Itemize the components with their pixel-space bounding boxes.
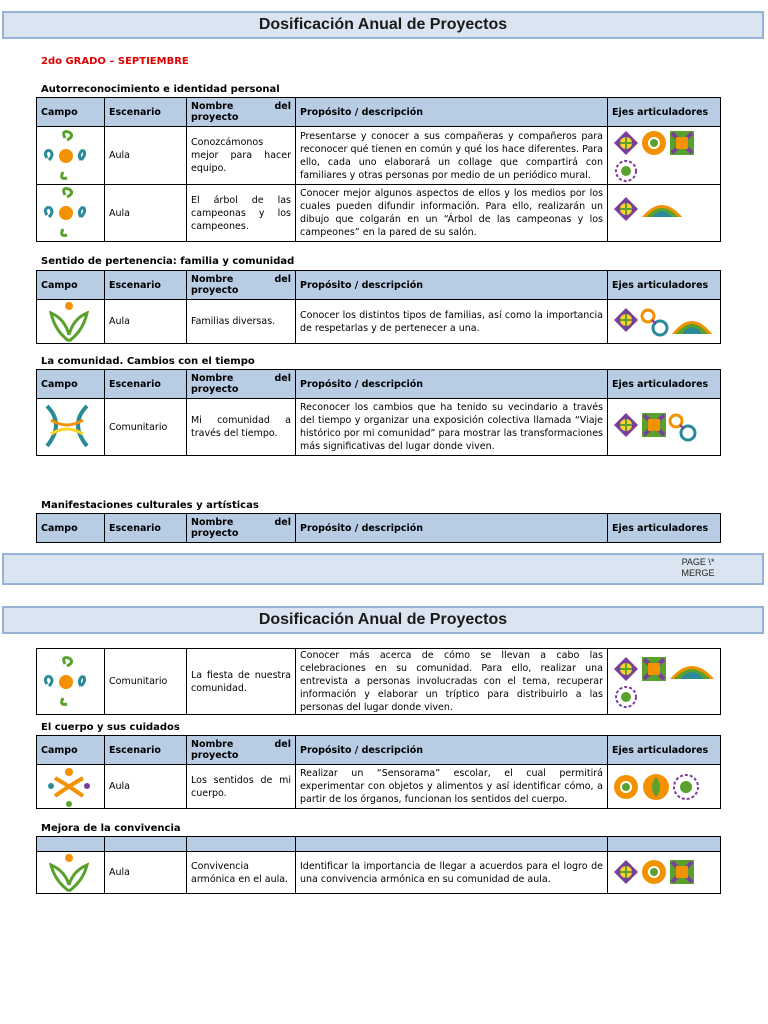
campo-cell (37, 649, 105, 715)
nombre-cell: Los sentidos de mi cuerpo. (187, 765, 296, 809)
nombre-cell: Familias diversas. (187, 300, 296, 344)
ejes-cell (608, 185, 721, 242)
campo-etica-icon (41, 400, 103, 454)
pensamiento-critico-icon (674, 775, 698, 799)
campo-saberes-icon (41, 654, 103, 710)
section-title: Mejora de la convivencia (41, 823, 181, 834)
col-header-ejes: Ejes articuladores (608, 514, 721, 543)
col-header-campo: Campo (37, 736, 105, 765)
section-title: Sentido de pertenencia: familia y comunidad (41, 256, 295, 267)
col-header-campo: Campo (37, 271, 105, 300)
col-header-ejes: Ejes articuladores (608, 736, 721, 765)
inclusion-icon (614, 197, 638, 221)
nombre-cell: La fiesta de nuestra comunidad. (187, 649, 296, 715)
igualdad-genero-icon (670, 415, 695, 440)
table-header-row (37, 837, 721, 852)
inclusion-icon (614, 657, 638, 681)
title-banner (2, 11, 764, 39)
table-header-row (37, 98, 721, 127)
projects-table (36, 648, 721, 715)
inclusion-icon (614, 413, 638, 437)
ejes-cell (608, 852, 721, 894)
col-header-proposito: Propósito / descripción (296, 271, 608, 300)
section-title: El cuerpo y sus cuidados (41, 722, 180, 733)
escenario-cell: Comunitario (105, 399, 187, 456)
inclusion-icon (614, 860, 638, 884)
section-title: Autorreconocimiento e identidad personal (41, 84, 280, 95)
page-number-field: PAGE \* MERGE (681, 557, 715, 578)
escenario-cell: Aula (105, 127, 187, 185)
campo-humano-icon (41, 301, 103, 343)
nombre-cell: Mi comunidad a través del tiempo. (187, 399, 296, 456)
campo-cell (37, 185, 105, 242)
table-header-row (37, 736, 721, 765)
col-header-escenario: Escenario (105, 98, 187, 127)
table-row (37, 300, 721, 344)
vida-saludable-icon (642, 860, 666, 884)
projects-table (36, 836, 721, 894)
interculturalidad-icon (670, 131, 694, 155)
col-header-nombre (187, 837, 296, 852)
col-header-ejes: Ejes articuladores (608, 370, 721, 399)
col-header-proposito: Propósito / descripción (296, 514, 608, 543)
col-header-escenario: Escenario (105, 271, 187, 300)
proposito-cell: Conocer más acerca de cómo se llevan a cabo las celebraciones en su comunidad. Para ello, realizar una entrevista a personas involucradas con el tema, recuperar información y elaborar un tríptico para distribuirlo a las personas del lugar donde viven. (296, 649, 608, 715)
table-row (37, 649, 721, 715)
section-title: La comunidad. Cambios con el tiempo (41, 356, 255, 367)
footer-band (2, 553, 764, 585)
igualdad-genero-icon (642, 310, 667, 335)
projects-table (36, 270, 721, 344)
ejes-cell (608, 127, 721, 185)
ejes-cell (608, 300, 721, 344)
campo-cell (37, 399, 105, 456)
interculturalidad-icon (642, 657, 666, 681)
col-header-nombre: Nombre del proyecto (187, 271, 296, 300)
nombre-cell: Conozcámonos mejor para hacer equipo. (187, 127, 296, 185)
escenario-cell: Aula (105, 300, 187, 344)
artes-icon (672, 321, 712, 334)
campo-saberes-icon (41, 185, 103, 241)
col-header-ejes (608, 837, 721, 852)
table-header-row (37, 370, 721, 399)
page-title: Dosificación Anual de Proyectos (258, 16, 508, 33)
col-header-escenario: Escenario (105, 736, 187, 765)
col-header-campo: Campo (37, 370, 105, 399)
pensamiento-critico-icon (616, 161, 636, 181)
campo-lenguajes-icon (41, 766, 103, 808)
proposito-cell: Realizar un “Sensorama” escolar, el cual permitirá experimentar con objetos y alimentos y así identificar cómo, a partir de los órganos, funcionan los sentidos del cuerpo. (296, 765, 608, 809)
col-header-proposito: Propósito / descripción (296, 370, 608, 399)
interculturalidad-icon (670, 860, 694, 884)
campo-cell (37, 852, 105, 894)
table-header-row (37, 514, 721, 543)
col-header-ejes: Ejes articuladores (608, 271, 721, 300)
col-header-campo: Campo (37, 514, 105, 543)
nombre-cell: Convivencia armónica en el aula. (187, 852, 296, 894)
pensamiento-critico-icon (616, 687, 636, 707)
escenario-cell: Comunitario (105, 649, 187, 715)
projects-table (36, 97, 721, 242)
projects-table (36, 513, 721, 543)
vida-saludable-icon (642, 131, 666, 155)
proposito-cell: Presentarse y conocer a sus compañeras y compañeros para reconocer qué tienen en común y qué los hace diferentes. Para ello, cada uno elaborará un collage que compartirá con familiares y otras personas por medio de un periódico mural. (296, 127, 608, 185)
proposito-cell: Conocer los distintos tipos de familias, así como la importancia de respetarlas y de pertenecer a una. (296, 300, 608, 344)
col-header-ejes: Ejes articuladores (608, 98, 721, 127)
apropiacion-culturas-icon (643, 774, 669, 800)
col-header-escenario: Escenario (105, 370, 187, 399)
table-row (37, 185, 721, 242)
col-header-proposito (296, 837, 608, 852)
table-header-row (37, 271, 721, 300)
campo-humano-icon (41, 853, 103, 893)
vida-saludable-icon (614, 775, 638, 799)
interculturalidad-icon (642, 413, 666, 437)
inclusion-icon (614, 131, 638, 155)
col-header-escenario (105, 837, 187, 852)
campo-cell (37, 765, 105, 809)
nombre-cell: El árbol de las campeonas y los campeones. (187, 185, 296, 242)
escenario-cell: Aula (105, 852, 187, 894)
projects-table (36, 369, 721, 456)
campo-saberes-icon (41, 128, 103, 184)
ejes-cell (608, 399, 721, 456)
col-header-escenario: Escenario (105, 514, 187, 543)
table-row (37, 127, 721, 185)
section-title: Manifestaciones culturales y artísticas (41, 500, 259, 511)
col-header-nombre: Nombre del proyecto (187, 98, 296, 127)
proposito-cell: Reconocer los cambios que ha tenido su vecindario a través del tiempo y organizar una exposición colectiva llamada “Viaje histórico por mi comunidad” para mostrar las transformaciones más significativas del lugar donde viven. (296, 399, 608, 456)
artes-icon (670, 666, 714, 679)
proposito-cell: Identificar la importancia de llegar a acuerdos para el logro de una convivencia armónica en su comunidad de aula. (296, 852, 608, 894)
artes-icon (642, 205, 682, 217)
col-header-nombre: Nombre del proyecto (187, 514, 296, 543)
col-header-campo (37, 837, 105, 852)
ejes-cell (608, 649, 721, 715)
campo-cell (37, 300, 105, 344)
escenario-cell: Aula (105, 185, 187, 242)
escenario-cell: Aula (105, 765, 187, 809)
proposito-cell: Conocer mejor algunos aspectos de ellos y los medios por los cuales pueden difundir información. Para ello, realizarán un dibujo que colgarán en un “Árbol de las campeonas y los campeones” en la pared de su salón. (296, 185, 608, 242)
table-row (37, 852, 721, 894)
col-header-proposito: Propósito / descripción (296, 736, 608, 765)
page-title: Dosificación Anual de Proyectos (258, 611, 508, 628)
projects-table (36, 735, 721, 809)
ejes-cell (608, 765, 721, 809)
inclusion-icon (614, 308, 638, 332)
grade-label: 2do GRADO – SEPTIEMBRE (41, 56, 189, 67)
title-banner (2, 606, 764, 634)
col-header-nombre: Nombre del proyecto (187, 370, 296, 399)
table-row (37, 765, 721, 809)
col-header-proposito: Propósito / descripción (296, 98, 608, 127)
table-row (37, 399, 721, 456)
col-header-campo: Campo (37, 98, 105, 127)
col-header-nombre: Nombre del proyecto (187, 736, 296, 765)
campo-cell (37, 127, 105, 185)
